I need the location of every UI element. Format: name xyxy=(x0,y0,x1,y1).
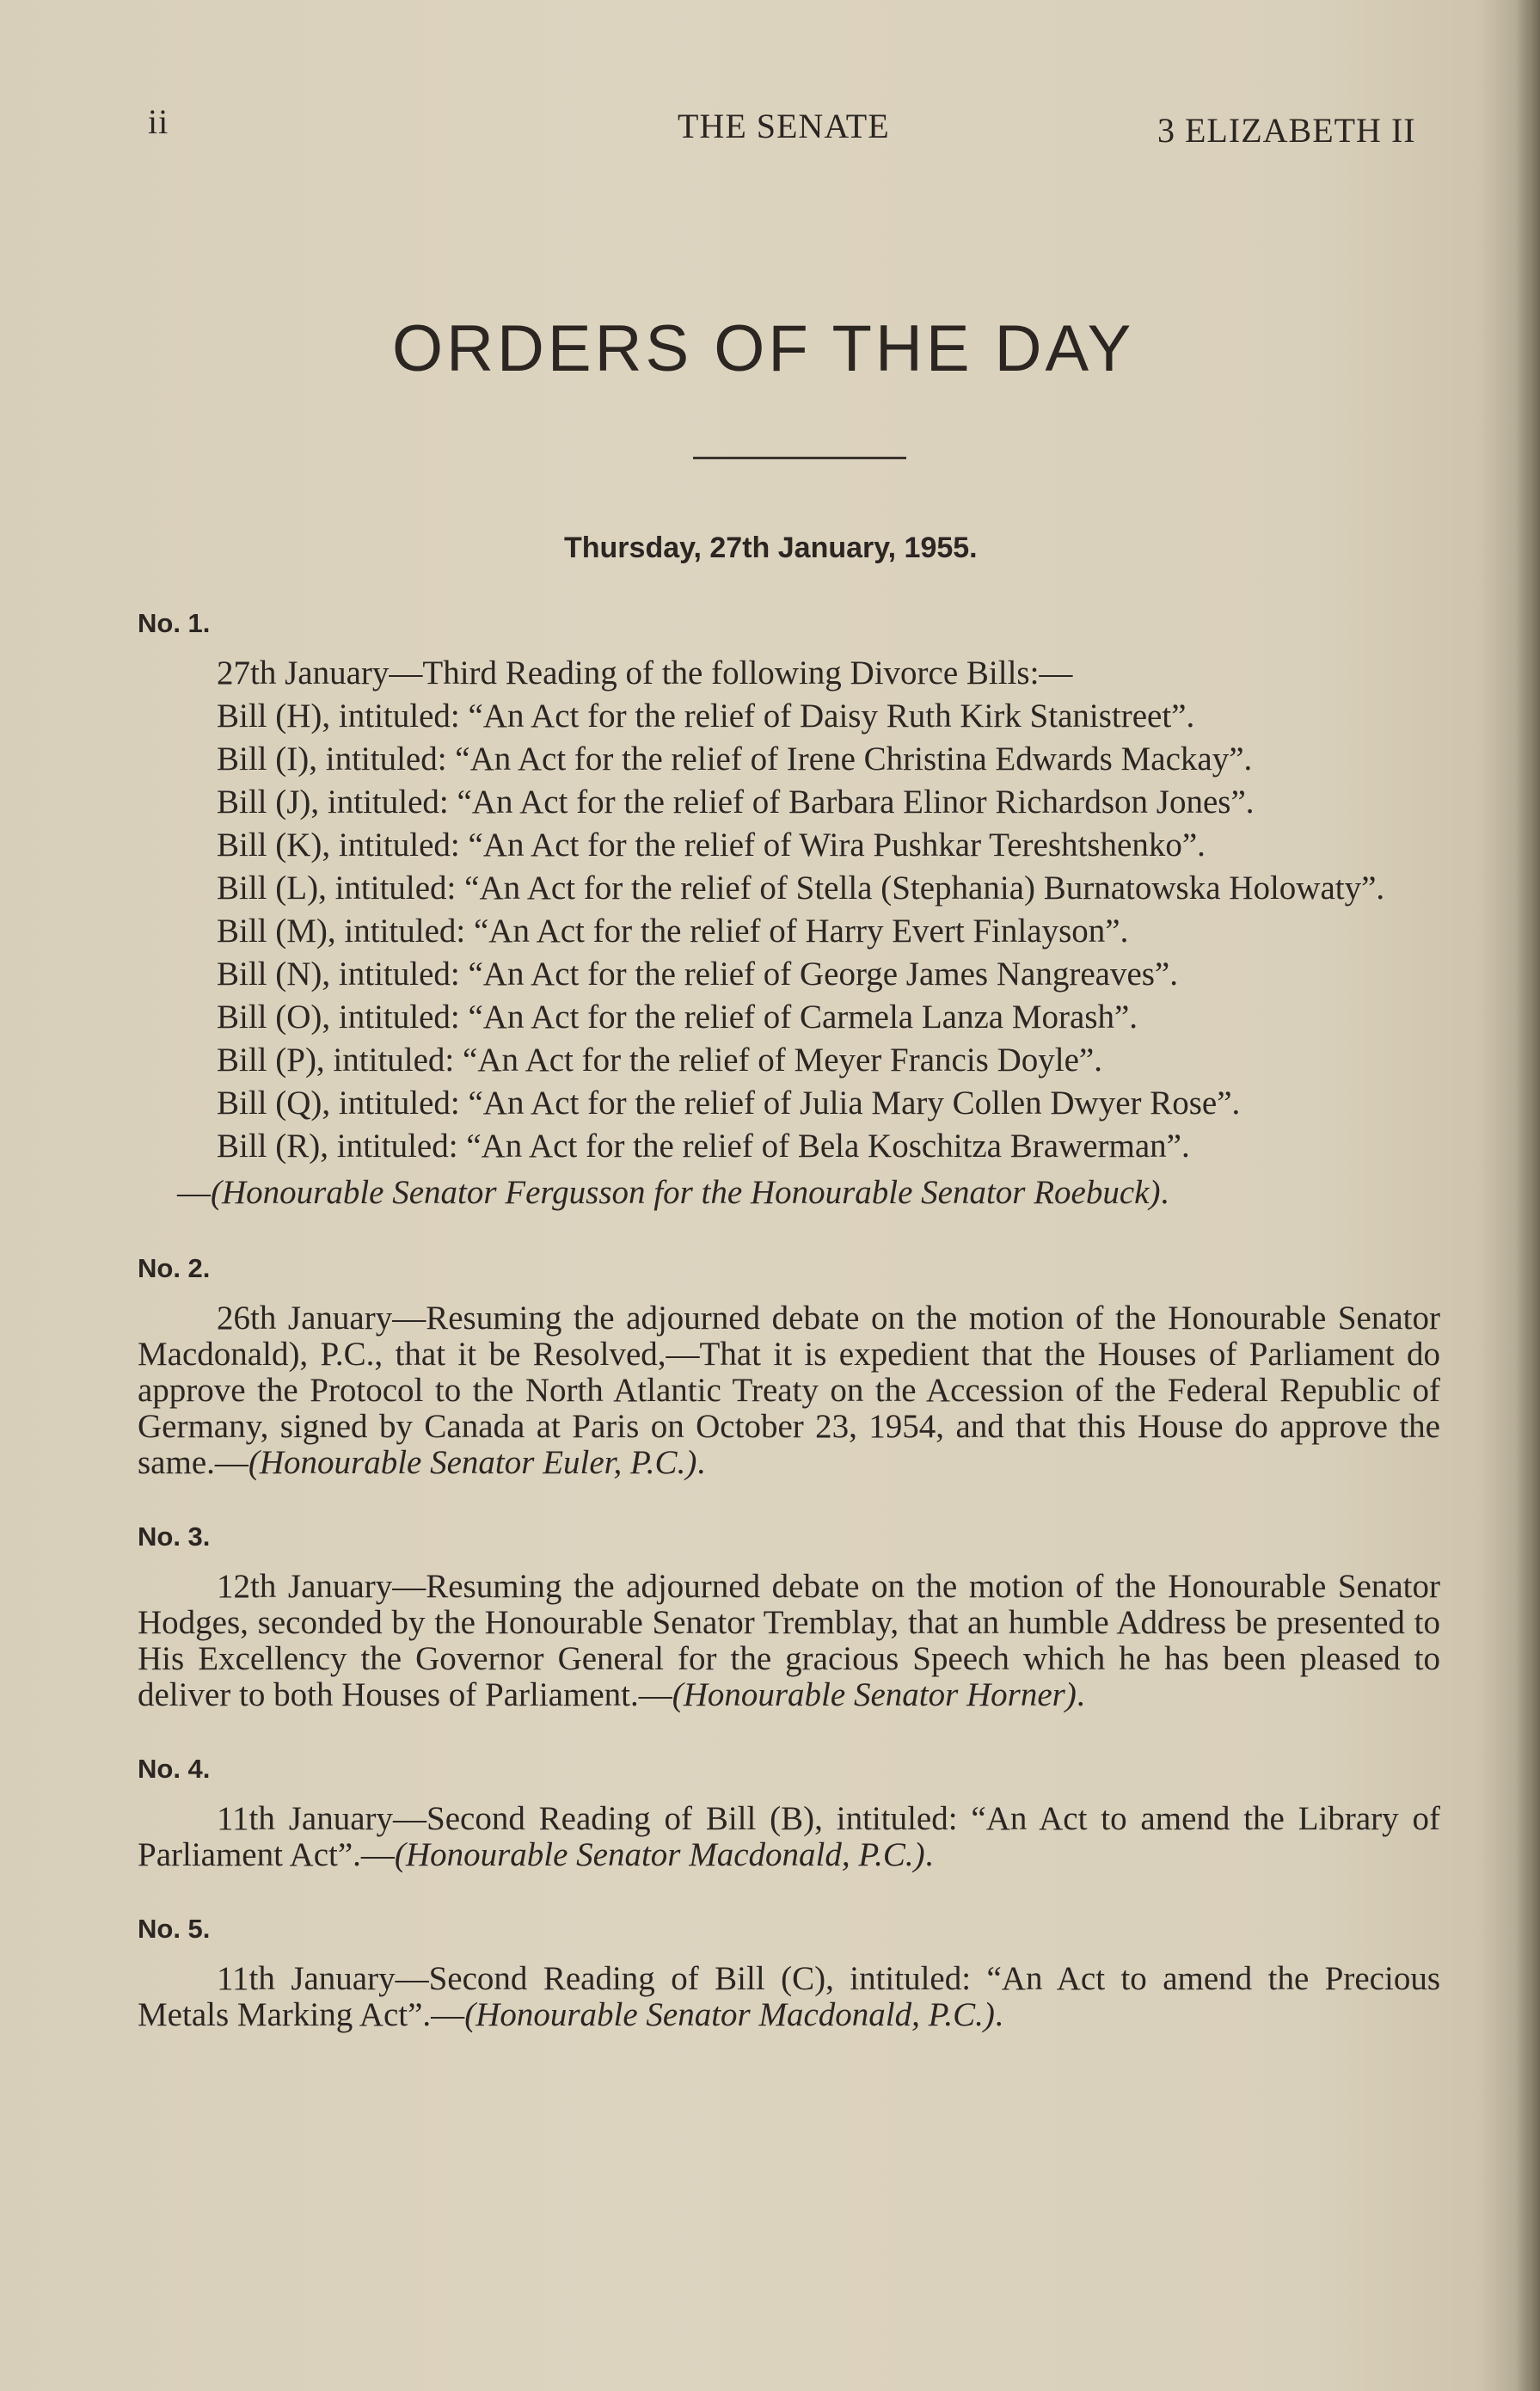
bill-entry: Bill (M), intituled: “An Act for the relief of Harry Evert Finlayson”. xyxy=(217,913,1129,950)
sponsor-name: (Honourable Senator Fergusson for the Honourable Senator Roebuck) xyxy=(211,1174,1161,1211)
order-item-3 xyxy=(138,1519,1440,1713)
order-body: 26th January—Resuming the adjourned debate on the motion of the Honourable Senator Macdonald), P.C., that it be Resolved,—That it is expedient that the Houses of Parliament do approve the Protocol to the North Atlantic Treaty on the Accession of the Federal Republic of Germany, signed by Canada at Paris on October 23, 1954, and that this House do approve the same.— xyxy=(138,1300,1440,1481)
sponsor-name: (Honourable Senator Horner) xyxy=(672,1676,1077,1713)
sponsor-end: . xyxy=(994,1996,1003,2033)
sponsor-end: . xyxy=(1160,1174,1169,1211)
sponsor-end: . xyxy=(696,1444,706,1481)
order-item-1 xyxy=(138,605,1440,1211)
sponsor-name: (Honourable Senator Macdonald, P.C.) xyxy=(464,1996,995,2033)
bill-entry: Bill (J), intituled: “An Act for the relief of Barbara Elinor Richardson Jones”. xyxy=(217,784,1255,821)
order-number: No. 1. xyxy=(138,608,211,638)
order-body: 11th January—Second Reading of Bill (B), intituled: “An Act to amend the Library of Parliament Act”.— xyxy=(138,1800,1440,1873)
order-body: 11th January—Second Reading of Bill (C), intituled: “An Act to amend the Precious Metals Marking Act”.— xyxy=(138,1960,1440,2033)
bill-entry: Bill (P), intituled: “An Act for the relief of Meyer Francis Doyle”. xyxy=(217,1042,1102,1079)
sponsor-name: (Honourable Senator Euler, P.C.) xyxy=(248,1444,697,1481)
order-text xyxy=(138,1300,1440,1481)
header-title: THE SENATE xyxy=(678,107,890,145)
bill-entry: Bill (H), intituled: “An Act for the relief of Daisy Ruth Kirk Stanistreet”. xyxy=(217,698,1195,735)
order-item-2 xyxy=(138,1251,1440,1481)
sponsor-dash: — xyxy=(177,1174,211,1211)
bill-entry: Bill (K), intituled: “An Act for the relief of Wira Pushkar Tereshtshenko”. xyxy=(217,827,1206,864)
order-number: No. 4. xyxy=(138,1754,211,1784)
bill-entry: Bill (I), intituled: “An Act for the relief of Irene Christina Edwards Mackay”. xyxy=(217,741,1253,778)
running-header xyxy=(0,101,1540,153)
sponsor-name: (Honourable Senator Macdonald, P.C.) xyxy=(394,1836,925,1873)
bill-entry: Bill (L), intituled: “An Act for the relief of Stella (Stephania) Burnatowska Holowaty”. xyxy=(217,870,1385,907)
bill-entry: Bill (R), intituled: “An Act for the relief of Bela Koschitza Brawerman”. xyxy=(217,1128,1190,1165)
order-number: No. 3. xyxy=(138,1521,211,1552)
order-text xyxy=(138,1961,1440,2033)
order-intro: 27th January—Third Reading of the following Divorce Bills:— xyxy=(217,655,1073,691)
sitting-date: Thursday, 27th January, 1955. xyxy=(564,532,978,564)
order-text xyxy=(138,1569,1440,1713)
orders-list xyxy=(138,605,1440,2071)
sponsor-end: . xyxy=(924,1836,934,1873)
title-rule xyxy=(693,457,906,459)
order-number: No. 5. xyxy=(138,1914,211,1944)
order-sponsor xyxy=(138,1175,1440,1211)
order-body: 12th January—Resuming the adjourned debate on the motion of the Honourable Senator Hodges, seconded by the Honourable Senator Tremblay, that an humble Address be presented to His Excellency the Governor General for the gracious Speech which he has been pleased to deliver to both Houses of Parliament.— xyxy=(138,1568,1440,1713)
order-item-4 xyxy=(138,1751,1440,1873)
order-number: No. 2. xyxy=(138,1253,211,1283)
sponsor-end: . xyxy=(1076,1676,1085,1713)
bill-entry: Bill (Q), intituled: “An Act for the relief of Julia Mary Collen Dwyer Rose”. xyxy=(217,1085,1241,1122)
bill-entry: Bill (O), intituled: “An Act for the relief of Carmela Lanza Morash”. xyxy=(217,999,1138,1036)
page-edge-shadow xyxy=(1516,0,1540,2391)
order-item-5 xyxy=(138,1911,1440,2033)
page-title: ORDERS OF THE DAY xyxy=(392,312,1135,385)
page-number: ii xyxy=(148,102,169,141)
bill-entry: Bill (N), intituled: “An Act for the relief of George James Nangreaves”. xyxy=(217,956,1178,993)
header-regnal-year: 3 ELIZABETH II xyxy=(1157,111,1416,150)
order-text xyxy=(138,1801,1440,1873)
